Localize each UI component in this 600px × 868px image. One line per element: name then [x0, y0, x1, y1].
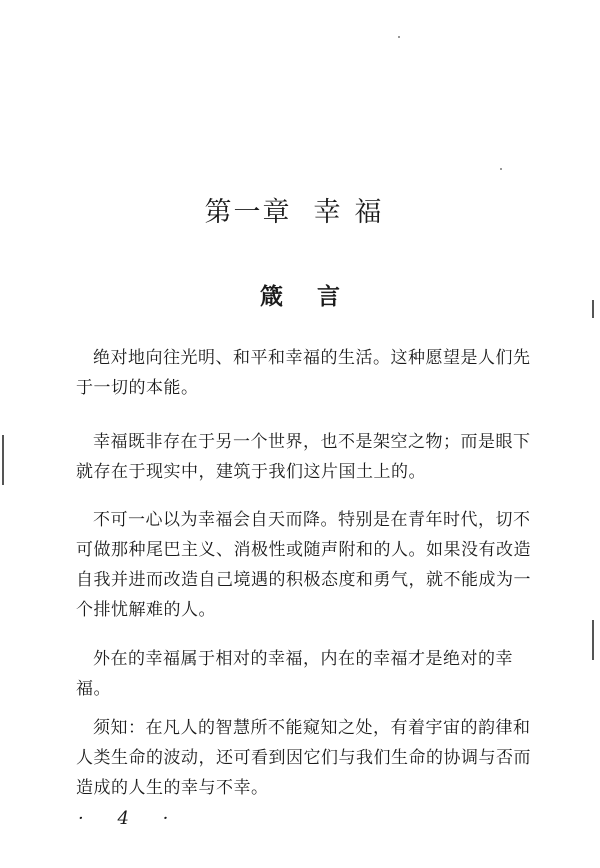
scan-edge-mark [2, 435, 4, 485]
scan-speck [398, 36, 400, 38]
scan-edge-mark [592, 300, 594, 318]
paragraph-5: 须知：在凡人的智慧所不能窥知之处，有着宇宙的韵律和人类生命的波动，还可看到因它们与我们生命的协调与否而造成的人生的幸与不幸。 [76, 718, 531, 798]
page-number: · 4 · [78, 808, 183, 829]
paragraph-3: 不可一心以为幸福会自天而降。特别是在青年时代，切不可做那种尾巴主义、消极性或随声附和的人。如果没有改造自我并进而改造自己境遇的积极态度和勇气，就不能成为一个排忧解难的人。 [76, 510, 531, 620]
chapter-name: 幸福 [313, 197, 396, 228]
paragraph-2: 幸福既非存在于另一个世界，也不是架空之物；而是眼下就存在于现实中，建筑于我们这片国土上的。 [76, 432, 531, 482]
paragraph-4: 外在的幸福属于相对的幸福，内在的幸福才是绝对的幸福。 [76, 649, 513, 699]
section-title: 箴言 [260, 283, 374, 310]
chapter-number: 第一章 [204, 197, 292, 228]
chapter-title [0, 190, 600, 229]
paragraph-1: 绝对地向往光明、和平和幸福的生活。这种愿望是人们先于一切的本能。 [76, 348, 531, 398]
scan-speck [500, 168, 502, 170]
scan-edge-mark [592, 620, 594, 660]
